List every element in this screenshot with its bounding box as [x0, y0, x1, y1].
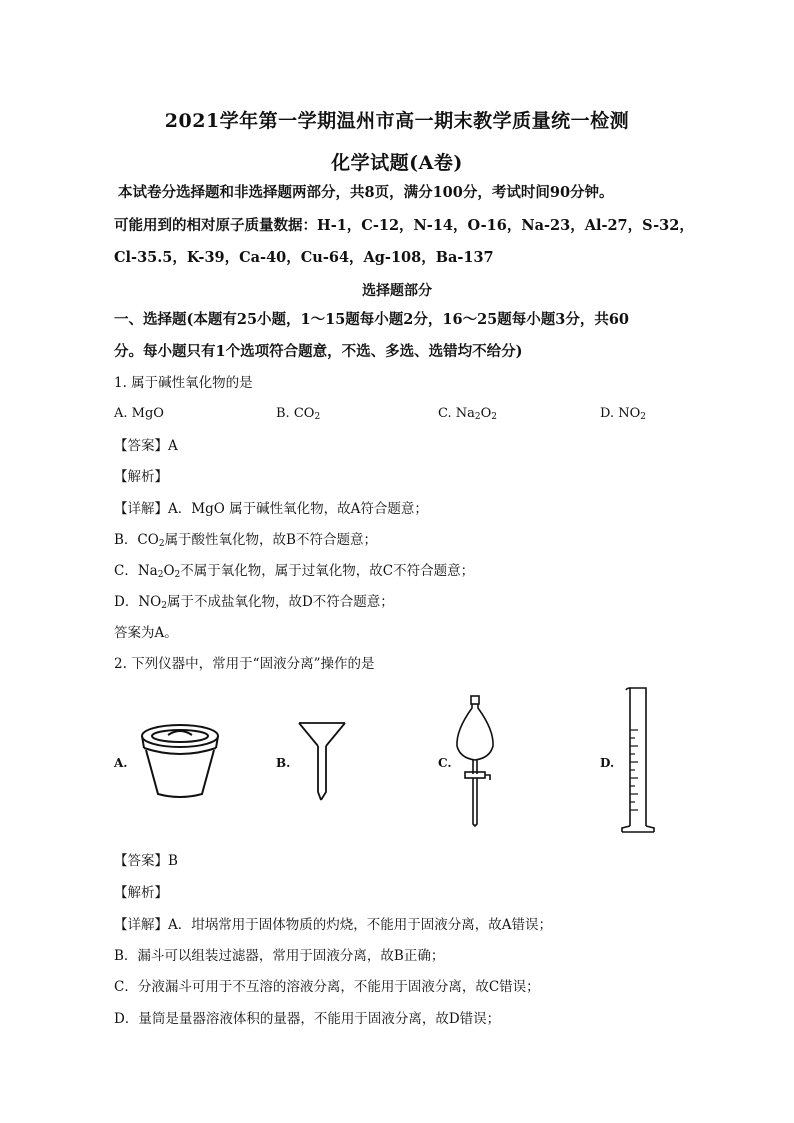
intro-line-2: 可能用到的相对原子质量数据：H-1，C-12，N-14，O-16，Na-23，Al-27，S-32， — [114, 217, 694, 234]
section-instruction-2: 分。每小题只有1个选项符合题意，不选、多选、选错均不给分) — [114, 343, 523, 360]
q2-answer — [114, 852, 178, 870]
q1-option-c: C. $Na_2O_2$ — [438, 406, 498, 422]
intro-line-1: 本试卷分选择题和非选择题两部分，共8页，满分100分，考试时间90分钟。 — [118, 184, 614, 201]
q2-detail-4: D．量筒是量器溶液体积的量器，不能用于固液分离，故D错误； — [114, 1011, 501, 1027]
intro-line-3: Cl-35.5，K-39，Ca-40，Cu-64，Ag-108，Ba-137 — [114, 249, 494, 266]
detail-label: 【详解】 — [114, 917, 168, 933]
q1-answer — [114, 437, 178, 455]
graduated-cylinder-icon — [616, 686, 660, 836]
answer-label: 【答案】 — [114, 853, 168, 869]
q1-option-a: A. MgO — [114, 406, 164, 421]
answer-value: B — [168, 853, 178, 869]
q1-option-d: D. $NO_2$ — [600, 406, 646, 422]
q2-option-d: D. — [600, 756, 615, 770]
q1-stem: 1. 属于碱性氧化物的是 — [114, 375, 253, 391]
q1-detail-1: 【详解】A．MgO 属于碱性氧化物，故A符合题意； — [114, 501, 428, 517]
q2-detail-3: C．分液漏斗可用于不互溶的溶液分离，不能用于固液分离，故C错误； — [114, 979, 540, 995]
detail-label: 【详解】 — [114, 501, 168, 517]
q2-detail-2: B．漏斗可以组装过滤器，常用于固液分离，故B正确； — [114, 948, 445, 964]
q1-detail-3: C．$Na_2O_2$不属于氧化物，属于过氧化物，故C不符合题意； — [114, 563, 475, 580]
q1-detail-4: D．$NO_2$属于不成盐氧化物，故D不符合题意； — [114, 594, 394, 611]
section-instruction-1: 一、选择题(本题有25小题，1～15题每小题2分，16～25题每小题3分，共60 — [114, 311, 630, 328]
section-heading: 选择题部分 — [362, 283, 432, 299]
separatory-funnel-icon — [452, 694, 498, 826]
document-title: 2021学年第一学期温州市高一期末教学质量统一检测 — [164, 110, 630, 132]
q1-detail-2: B．$CO_2$属于酸性氧化物，故B不符合题意； — [114, 532, 377, 549]
funnel-icon — [296, 720, 348, 802]
answer-value: A — [168, 438, 178, 454]
q2-option-b: B. — [276, 756, 291, 770]
q2-option-a: A. — [114, 756, 128, 770]
answer-label: 【答案】 — [114, 438, 168, 454]
q1-option-b: B. $CO_2$ — [276, 406, 321, 422]
q2-detail-1: 【详解】A．坩埚常用于固体物质的灼烧，不能用于固液分离，故A错误； — [114, 917, 552, 933]
q1-analysis-label: 【解析】 — [114, 469, 168, 485]
q2-option-c: C. — [438, 756, 452, 770]
q2-stem: 2. 下列仪器中，常用于“固液分离”操作的是 — [114, 656, 375, 672]
q2-analysis-label: 【解析】 — [114, 885, 168, 901]
document-subtitle: 化学试题(A卷) — [331, 152, 463, 174]
q1-conclusion: 答案为A。 — [114, 625, 178, 641]
crucible-icon — [138, 718, 222, 800]
